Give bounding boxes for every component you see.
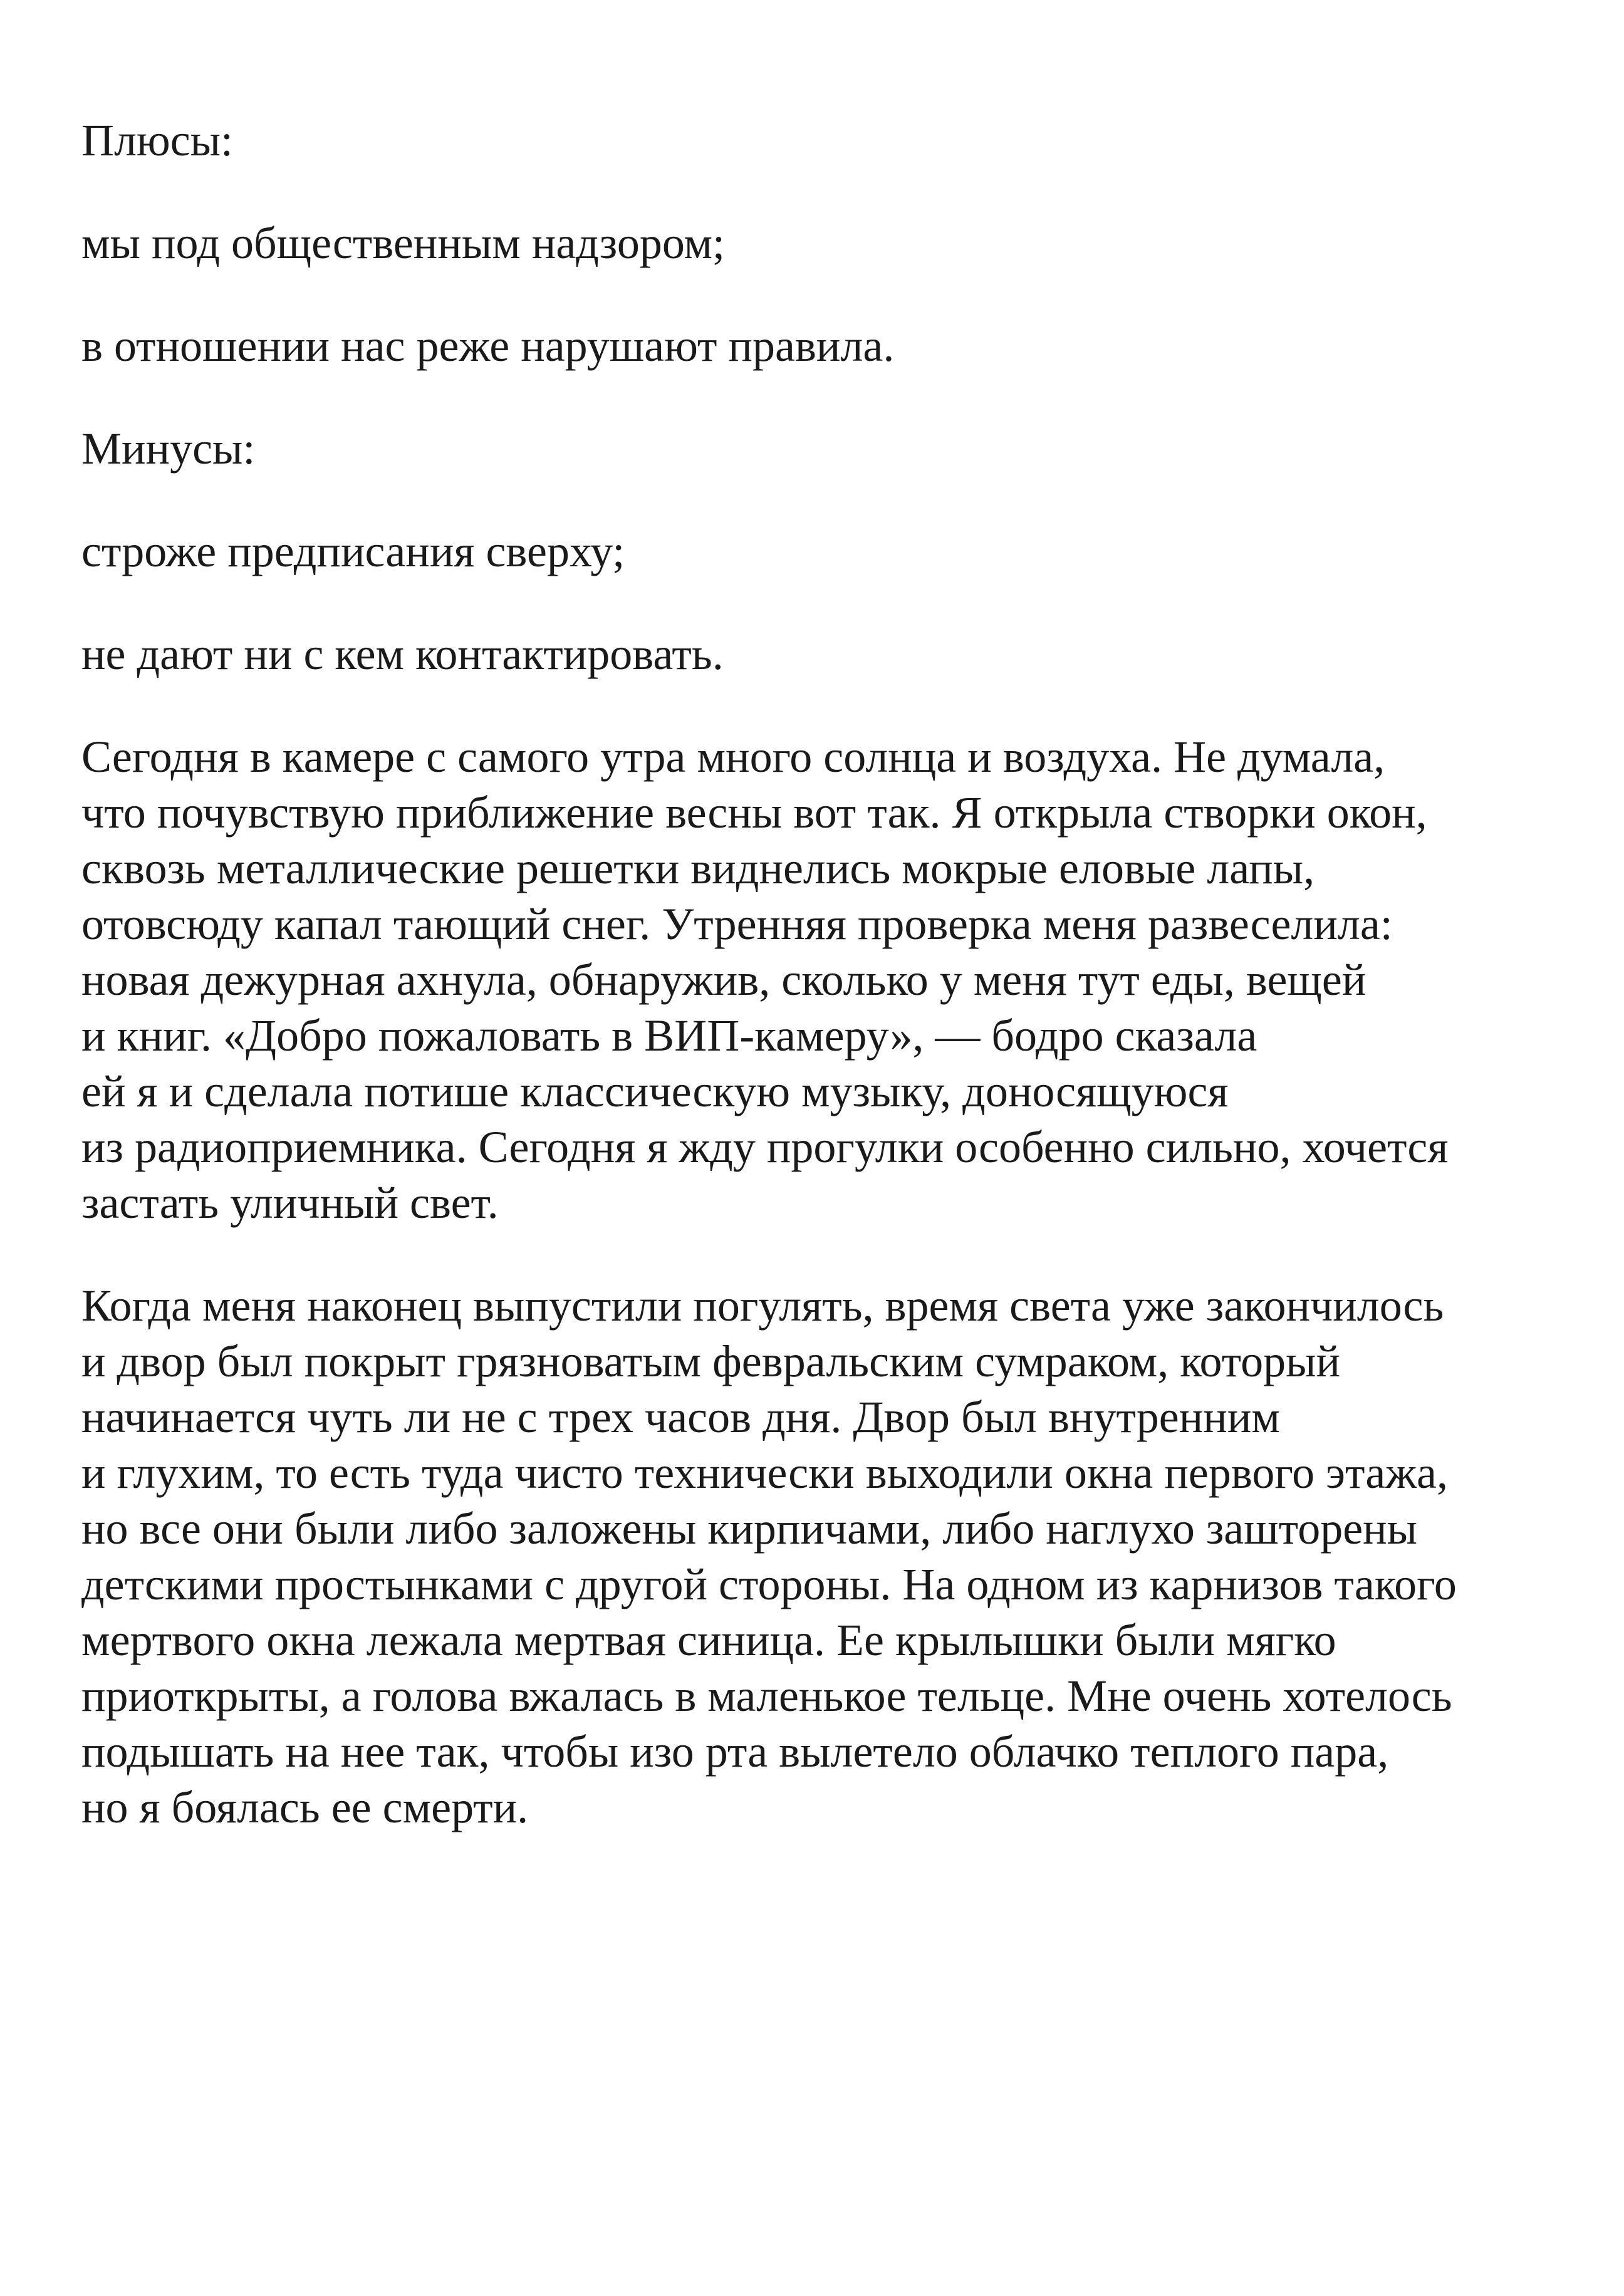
paragraph-walk bbox=[81, 1278, 1560, 1836]
pros-heading-text: Плюсы: bbox=[81, 115, 234, 165]
paragraph-line: мертвого окна лежала мертвая синица. Ее крылышки были мягко bbox=[81, 1615, 1336, 1665]
paragraph-line: из радиоприемника. Сегодня я жду прогулки особенно сильно, хочется bbox=[81, 1122, 1449, 1172]
paragraph-line: Сегодня в камере с самого утра много солнца и воздуха. Не думала, bbox=[81, 732, 1385, 782]
paragraph-line: новая дежурная ахнула, обнаружив, сколько у меня тут еды, вещей bbox=[81, 955, 1366, 1005]
paragraph-line: отовсюду капал тающий снег. Утренняя проверка меня развеселила: bbox=[81, 899, 1393, 949]
pros-item-text: мы под общественным надзором; bbox=[81, 218, 726, 268]
paragraph-line: начинается чуть ли не с трех часов дня. Двор был внутренним bbox=[81, 1392, 1280, 1442]
paragraph-line: но все они были либо заложены кирпичами, либо наглухо зашторены bbox=[81, 1504, 1418, 1554]
cons-item bbox=[81, 524, 1560, 579]
paragraph-line: сквозь металлические решетки виднелись мокрые еловые лапы, bbox=[81, 843, 1315, 893]
paragraph-line: Когда меня наконец выпустили погулять, время света уже закончилось bbox=[81, 1280, 1444, 1331]
paragraph-line: и книг. «Добро пожаловать в ВИП-камеру», — бодро сказала bbox=[81, 1010, 1257, 1061]
cons-heading bbox=[81, 421, 1560, 477]
cons-item-text: строже предписания сверху; bbox=[81, 526, 625, 576]
pros-item-text: в отношении нас реже нарушают правила. bbox=[81, 321, 895, 371]
paragraph-line: застать уличный свет. bbox=[81, 1178, 499, 1228]
cons-heading-text: Минусы: bbox=[81, 423, 256, 474]
paragraph-line: детскими простынками с другой стороны. На одном из карнизов такого bbox=[81, 1559, 1457, 1609]
pros-heading bbox=[81, 113, 1560, 169]
paragraph-line: ей я и сделала потише классическую музыку, доносящуюся bbox=[81, 1066, 1229, 1116]
paragraph-line: и двор был покрыт грязноватым февральским сумраком, который bbox=[81, 1336, 1341, 1386]
paragraph-line: и глухим, то есть туда чисто технически выходили окна первого этажа, bbox=[81, 1448, 1448, 1498]
paragraph-line: приоткрыты, а голова вжалась в маленькое тельце. Мне очень хотелось bbox=[81, 1671, 1452, 1721]
paragraph-line: но я боялась ее смерти. bbox=[81, 1782, 529, 1832]
pros-item bbox=[81, 318, 1560, 374]
paragraph-line: что почувствую приближение весны вот так. Я открыла створки окон, bbox=[81, 787, 1427, 838]
paragraph-line: подышать на нее так, чтобы изо рта вылетело облачко теплого пара, bbox=[81, 1727, 1389, 1777]
cons-item-text: не дают ни с кем контактировать. bbox=[81, 629, 724, 679]
paragraph-morning bbox=[81, 729, 1560, 1231]
document-body bbox=[81, 113, 1560, 1883]
cons-item bbox=[81, 626, 1560, 682]
pros-item bbox=[81, 216, 1560, 271]
